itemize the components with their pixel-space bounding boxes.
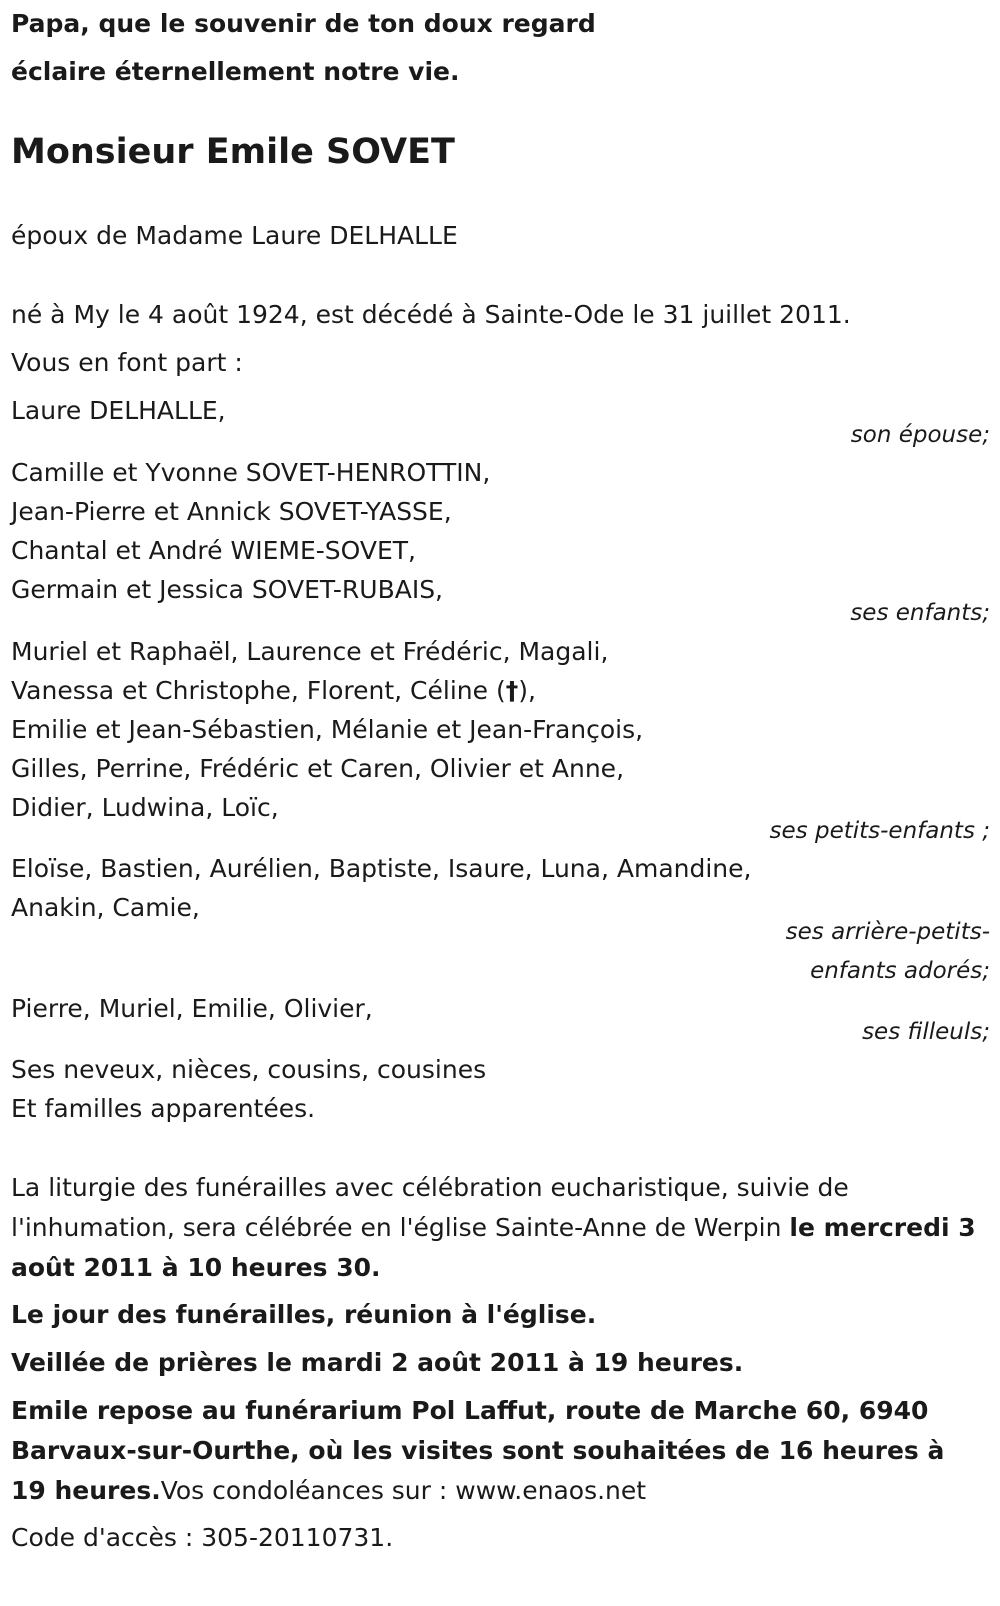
liturgy-date: le mercredi 3 août 2011 à 10 heures 30.	[11, 1213, 976, 1282]
child-4: Germain et Jessica SOVET-RUBAIS,	[11, 575, 444, 604]
epigraph-line-2: éclaire éternellement notre vie.	[11, 57, 460, 86]
liturgy-text: La liturgie des funérailles avec célébration eucharistique, suivie de l'inhumation, sera célébrée en l'église Sainte-Anne de Werpin	[11, 1173, 849, 1242]
rest-paragraph	[11, 1391, 986, 1511]
vigil-line: Veillée de prières le mardi 2 août 2011 à 19 heures.	[11, 1348, 744, 1377]
spouse-line: époux de Madame Laure DELHALLE	[11, 221, 458, 250]
spouse-role: son épouse;	[850, 422, 990, 448]
gathering-line: Le jour des funérailles, réunion à l'église.	[11, 1300, 597, 1329]
grandchildren-line-5: Didier, Ludwina, Loïc,	[11, 793, 279, 822]
grandchildren-role: ses petits-enfants ;	[769, 818, 990, 844]
child-1: Camille et Yvonne SOVET-HENROTTIN,	[11, 458, 491, 487]
great-grandchildren-role-1: ses arrière-petits-	[785, 919, 990, 945]
children-role: ses enfants;	[850, 600, 990, 626]
access-code: Code d'accès : 305-20110731.	[11, 1523, 394, 1552]
extended-family-2: Et familles apparentées.	[11, 1094, 316, 1123]
great-grandchildren-line-1: Eloïse, Bastien, Aurélien, Baptiste, Isaure, Luna, Amandine,	[11, 854, 752, 883]
condolences-text: Vos condoléances sur : www.enaos.net	[160, 1476, 647, 1505]
great-grandchildren-role-2: enfants adorés;	[810, 958, 990, 984]
cross-icon: †	[505, 676, 519, 705]
grandchildren-line-3: Emilie et Jean-Sébastien, Mélanie et Jean-François,	[11, 715, 644, 744]
extended-family-1: Ses neveux, nièces, cousins, cousines	[11, 1055, 487, 1084]
great-grandchildren-line-2: Anakin, Camie,	[11, 893, 200, 922]
birth-death-line: né à My le 4 août 1924, est décédé à Sainte-Ode le 31 juillet 2011.	[11, 300, 851, 329]
deceased-name: Monsieur Emile SOVET	[11, 132, 455, 172]
grandchildren-line-2a: Vanessa et Christophe, Florent, Céline (	[11, 676, 506, 705]
godchildren-line: Pierre, Muriel, Emilie, Olivier,	[11, 994, 373, 1023]
family-spouse: Laure DELHALLE,	[11, 396, 226, 425]
announce-line: Vous en font part :	[11, 348, 243, 377]
godchildren-role: ses filleuls;	[862, 1019, 990, 1045]
rest-text: Emile repose au funérarium Pol Laffut, route de Marche 60, 6940 Barvaux-sur-Ourthe, où les visites sont souhaitées de 16 heures à 19 heures.	[11, 1396, 945, 1505]
grandchildren-line-2	[11, 671, 536, 711]
child-3: Chantal et André WIEME-SOVET,	[11, 536, 416, 565]
grandchildren-line-2b: ),	[518, 676, 536, 705]
liturgy-paragraph	[11, 1168, 986, 1288]
grandchildren-line-4: Gilles, Perrine, Frédéric et Caren, Olivier et Anne,	[11, 754, 625, 783]
epigraph-line-1: Papa, que le souvenir de ton doux regard	[11, 9, 596, 38]
child-2: Jean-Pierre et Annick SOVET-YASSE,	[11, 497, 452, 526]
grandchildren-line-1: Muriel et Raphaël, Laurence et Frédéric, Magali,	[11, 637, 609, 666]
